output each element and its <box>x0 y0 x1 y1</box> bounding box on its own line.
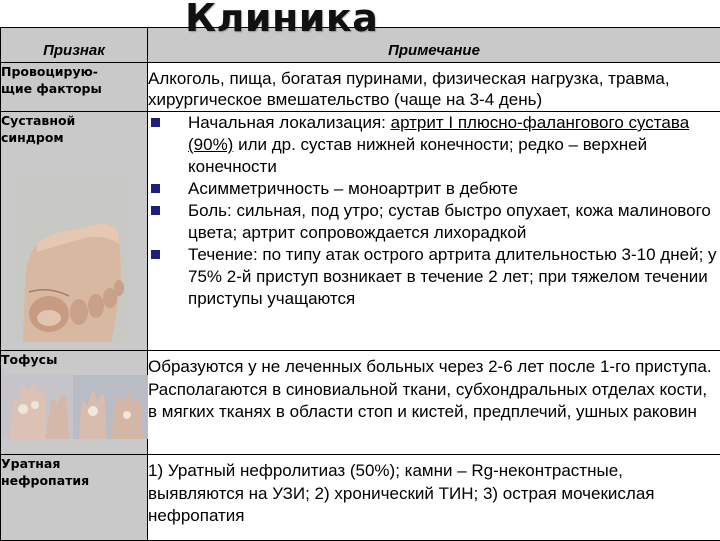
sign-tophi: Тофусы <box>1 351 147 368</box>
sign-urate-nephropathy: Уратная нефропатия <box>1 455 148 541</box>
joint-bullet-item <box>148 178 720 200</box>
bullet-text: Боль: сильная, под утро; сустав быстро опухает, кожа малинового цвета; артрит сопровождается лихорадкой <box>188 201 711 242</box>
sign-joint-syndrome: Суставной синдром <box>1 112 147 146</box>
square-bullet-icon <box>151 184 160 193</box>
square-bullet-icon <box>151 206 160 215</box>
joint-bullet-item <box>148 200 720 244</box>
bullet-text: артрит I плюсно-фалангового сустава (90%) <box>188 113 689 154</box>
header-sign: Признак <box>1 28 148 63</box>
tophi-hands-photo <box>1 375 148 439</box>
joint-bullet-list <box>148 112 720 310</box>
square-bullet-icon <box>151 250 160 259</box>
square-bullet-icon <box>151 118 160 127</box>
sign-tophi-cell <box>1 351 148 455</box>
foot-photo <box>15 174 127 342</box>
bullet-text: Асимметричность – моноартрит в дебюте <box>188 179 518 198</box>
header-note: Примечание <box>148 28 720 63</box>
note-joint-syndrome <box>148 112 720 351</box>
row-tophi <box>1 351 720 455</box>
clinic-table <box>0 27 720 541</box>
joint-bullet-item <box>148 244 720 310</box>
row-joint-syndrome <box>1 112 720 351</box>
bullet-text: Течение: по типу атак острого артрита длительностью 3-10 дней; у 75% 2-й приступ возникает в течение 2 лет; при тяжелом течении приступы учащаются <box>188 245 717 308</box>
note-tophi: Образуются у не леченных больных через 2-6 лет после 1-го приступа. Располагаются в синовиальной ткани, субхондральных отделах кости, в мягких тканях в области стоп и кистей, предплечий, ушных раковин <box>148 351 720 455</box>
note-urate-nephropathy: 1) Уратный нефролитиаз (50%); камни – Rg-неконтрастные, выявляются на УЗИ; 2) хронический ТИН; 3) острая мочекислая нефропатия <box>148 455 720 541</box>
note-provoking-factors: Алкоголь, пища, богатая пуринами, физическая нагрузка, травма, хирургическое вмешательство (чаще на 3-4 день) <box>148 63 720 112</box>
row-provoking-factors <box>1 63 720 112</box>
sign-joint-syndrome-cell <box>1 112 148 351</box>
joint-bullet-item <box>148 112 720 178</box>
sign-provoking-factors: Провоцирую- щие факторы <box>1 63 148 112</box>
slide-title: Клиника <box>185 0 378 40</box>
bullet-text: Начальная локализация: <box>188 113 391 132</box>
bullet-text: или др. сустав нижней конечности; редко – верхней конечности <box>188 135 647 176</box>
row-urate-nephropathy <box>1 455 720 541</box>
